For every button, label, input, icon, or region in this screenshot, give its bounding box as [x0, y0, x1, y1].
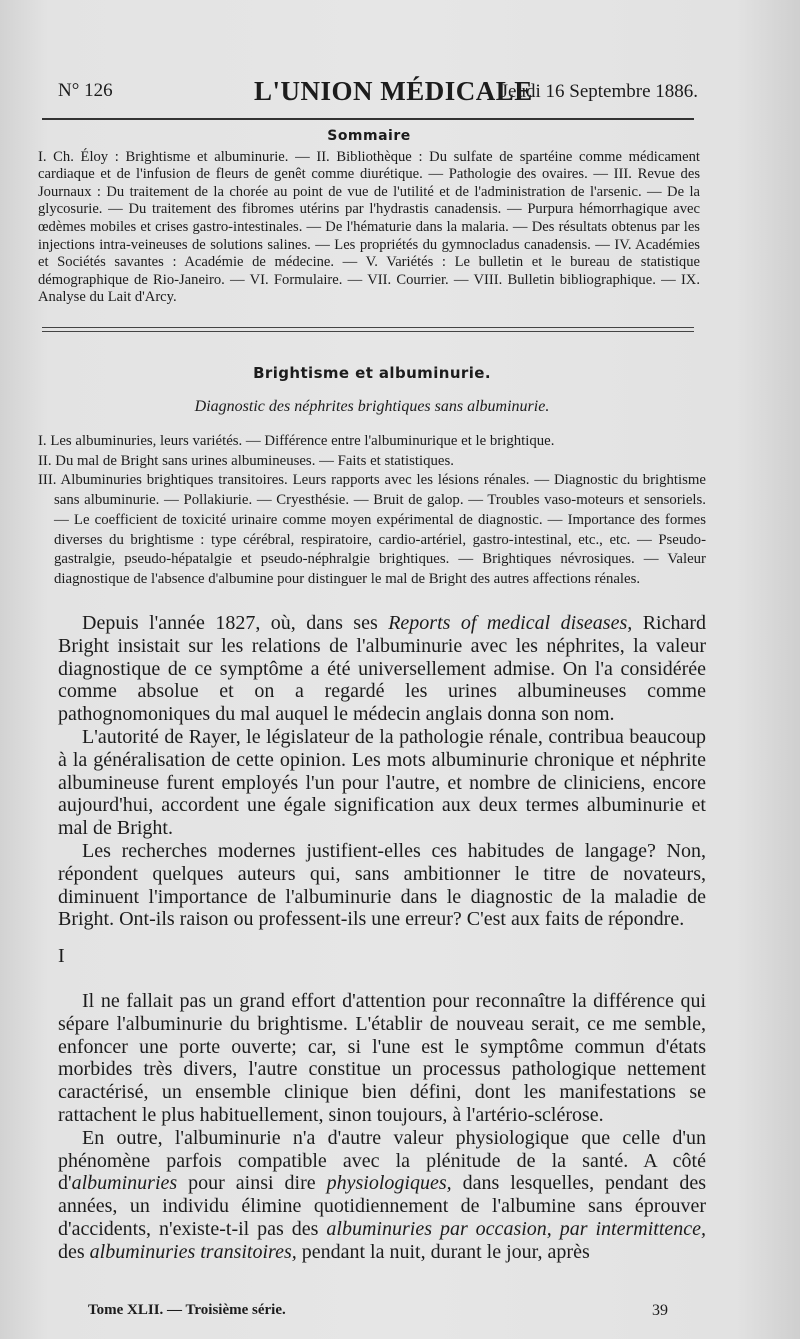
work-title: Reports of medical diseases,: [388, 612, 633, 634]
text-run: En outre, l'albuminurie n'a d'autre valeur physiologique que celle d'un phénomène parfois compatible avec la plénitude de la santé. A côté d': [58, 1126, 706, 1195]
page-number: 39: [652, 1302, 668, 1319]
summary-section: [38, 128, 700, 307]
issue-date: Jeudi 16 Septembre 1886.: [500, 81, 698, 102]
paragraph: L'autorité de Rayer, le législateur de la pathologie rénale, contribua beaucoup à la généralisation de cette opinion. Les mots albuminurie chronique et néphrite albumineuse furent employés l'un pour l'autre, et nombre de cliniciens, encore aujourd'hui, accordent une égale signification aux deux termes albuminurie et mal de Bright.: [58, 725, 706, 840]
emphasis: physiologiques,: [326, 1172, 452, 1195]
journal-title: L'UNION MÉDICALE: [254, 76, 533, 106]
outline-item: III. Albuminuries brightiques transitoires. Leurs rapports avec les lésions rénales. — Diagnostic du brightisme sans albuminurie. — Pollakiurie. — Cryesthésie. — Bruit de galop. — Troubles vaso-moteurs et sensoriels. — Le coefficient de toxicité urinaire comme moyen expérimental de diagnostic. — Importance des formes diverses du brightisme : type cérébral, respiratoire, cardio-artériel, gastro-intestinal, etc., etc. — Pseudo-gastralgie, pseudo-hépatalgie et pseudo-néphralgie brightiques. — Brightiques névrosiques. — Valeur diagnostique de l'absence d'albumine pour distinguer le mal de Bright des autres affections rénales.: [38, 472, 706, 587]
paragraph: Les recherches modernes justifient-elles ces habitudes de langage? Non, répondent quelques auteurs qui, sans ambitionner le titre de novateurs, diminuent l'importance de l'albuminurie dans le diagnostic de la maladie de Bright. Ont-ils raison ou professent-ils une erreur? C'est aux faits de répondre.: [58, 839, 706, 931]
section-number: I: [58, 945, 65, 968]
emphasis: albuminuries transitoires,: [89, 1240, 297, 1263]
issue-number: N° 126: [58, 80, 113, 101]
text-run: des: [58, 1240, 90, 1263]
outline-item: II. Du mal de Bright sans urines albumineuses. — Faits et statistiques.: [38, 452, 454, 469]
article-body: [58, 612, 706, 1264]
text-run: Richard Bright insistait sur les relations de l'albuminurie avec les néphrites, la valeur diagnostique de ce symptôme a été universellement admise. On l'a considérée comme absolue et on a regardé les urines albumineuses comme pathognomoniques du mal auquel le médecin anglais donna son nom.: [58, 612, 706, 726]
text-run: Depuis l'année 1827, où, dans ses: [82, 612, 389, 634]
summary-rule-top: [42, 327, 694, 328]
text-run: dans lesquelles, pendant des années, un individu élimine quotidiennement de l'albumine sans éprouver d'accidents, n'existe-t-il pas des: [58, 1172, 707, 1240]
summary-rule-bottom: [42, 331, 694, 332]
page-header: [58, 76, 698, 116]
emphasis: albuminuries par occasion, par intermittence,: [326, 1217, 706, 1240]
article-subtitle: Diagnostic des néphrites brightiques sans albuminurie.: [194, 398, 550, 415]
paragraph: [58, 1127, 706, 1264]
outline-item: I. Les albuminuries, leurs variétés. — Différence entre l'albuminurique et le brightique.: [38, 433, 555, 449]
summary-title: Sommaire: [327, 128, 411, 144]
text-run: pendant la nuit, durant le jour, après: [296, 1240, 590, 1263]
paragraph: [58, 612, 706, 726]
article-outline: [38, 432, 706, 590]
summary-text: I. Ch. Éloy : Brightisme et albuminurie. — II. Bibliothèque : Du sulfate de spartéine comme médicament cardiaque et de l'infusion de fleurs de genêt comme diurétique. — Pathologie des ovaires. — III. Revue des Journaux : Du traitement de la chorée au point de vue de l'utilité et de l'administration de l'arsenic. — De la glycosurie. — Du traitement des fibromes utérins par l'hydrastis canadensis. — Purpura hémorrhagique avec œdèmes mobiles et crises gastro-intestinales. — De l'hématurie dans la malaria. — Des résultats obtenus par les injections intra-veineuses de solutions salines. — Les propriétés du gymnocladus canadensis. — IV. Académies et Sociétés savantes : Académie de médecine. — V. Variétés : Le bulletin et le bureau de statistique démographique de Rio-Janeiro. — VI. Formulaire. — VII. Courrier. — VIII. Bulletin bibliographique. — IX. Analyse du Lait d'Arcy.: [38, 148, 700, 306]
header-rule: [42, 118, 694, 120]
text-run: pour ainsi dire: [177, 1172, 327, 1195]
volume-info: Tome XLII. — Troisième série.: [88, 1302, 286, 1318]
paragraph: Il ne fallait pas un grand effort d'attention pour reconnaître la différence qui sépare l'albuminurie du brightisme. L'établir de nouveau serait, ce me semble, enfoncer une porte ouverte; car, si l'une est le symptôme commun d'états morbides très divers, l'autre constitue un processus pathologique nettement caractérisé, un ensemble clinique bien défini, dont les manifestations se rattachent le plus habituellement, sinon toujours, à l'artério-sclérose.: [58, 989, 706, 1126]
article-title: Brightisme et albuminurie.: [253, 364, 491, 382]
emphasis: albuminuries: [71, 1172, 178, 1195]
